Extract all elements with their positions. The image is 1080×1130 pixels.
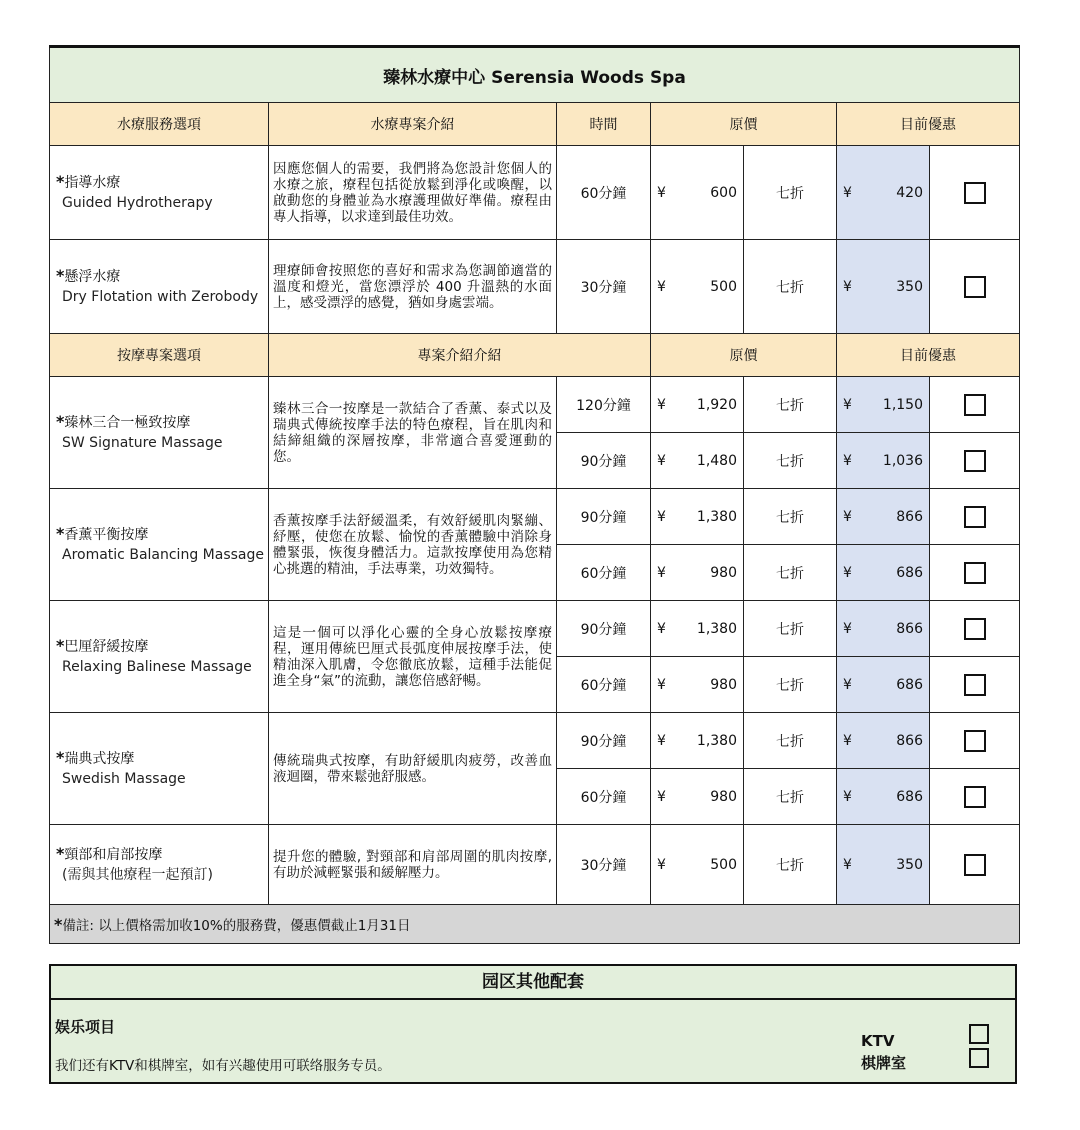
currency-symbol: ¥	[657, 278, 666, 295]
duration: 120分鐘	[557, 377, 651, 433]
table-row	[50, 825, 1020, 905]
sale-price-value: 350	[896, 856, 923, 873]
service-name-en: Aromatic Balancing Massage	[62, 547, 264, 563]
original-price-value: 980	[710, 676, 737, 693]
service-name	[50, 825, 269, 905]
currency-symbol: ¥	[843, 452, 852, 469]
service-name-en: Guided Hydrotherapy	[62, 195, 213, 211]
select-cell	[930, 146, 1020, 240]
currency-symbol: ¥	[843, 676, 852, 693]
extras-text: 我们还有KTV和棋牌室，如有兴趣使用可联络服务专员。	[55, 1058, 391, 1074]
original-price	[651, 433, 744, 489]
extras-panel	[49, 964, 1017, 1084]
select-checkbox[interactable]	[964, 854, 986, 876]
duration: 30分鐘	[557, 825, 651, 905]
original-price	[651, 240, 744, 334]
sale-price-value: 866	[896, 732, 923, 749]
select-cell	[930, 545, 1020, 601]
star-mark: *	[56, 636, 65, 655]
sale-price-value: 420	[896, 184, 923, 201]
original-price-value: 500	[710, 856, 737, 873]
currency-symbol: ¥	[843, 396, 852, 413]
service-name-en: SW Signature Massage	[62, 435, 223, 451]
original-price	[651, 713, 744, 769]
service-name-zh: 頸部和肩部按摩	[64, 847, 163, 863]
currency-symbol: ¥	[843, 732, 852, 749]
page-title: 臻林水療中心 Serensia Woods Spa	[50, 47, 1020, 103]
service-name	[50, 240, 269, 334]
original-price	[651, 377, 744, 433]
select-cell	[930, 489, 1020, 545]
star-mark: *	[54, 915, 63, 934]
section2-header-row	[50, 334, 1020, 377]
original-price	[651, 489, 744, 545]
select-checkbox[interactable]	[964, 182, 986, 204]
currency-symbol: ¥	[843, 278, 852, 295]
original-price-value: 600	[710, 184, 737, 201]
select-cell	[930, 240, 1020, 334]
duration: 60分鐘	[557, 146, 651, 240]
service-name	[50, 146, 269, 240]
original-price-value: 1,920	[696, 396, 737, 413]
mahjong-room-checkbox[interactable]	[969, 1048, 989, 1068]
service-description: 因應您個人的需要，我們將為您設計您個人的水療之旅，療程包括從放鬆到淨化或喚醒，以啟動您的身體並為水療護理做好準備。療程由專人指導，以求達到最佳功效。	[269, 146, 557, 240]
table-row	[50, 489, 1020, 545]
currency-symbol: ¥	[657, 184, 666, 201]
star-mark: *	[56, 844, 65, 863]
original-price-value: 1,380	[696, 620, 737, 637]
currency-symbol: ¥	[843, 184, 852, 201]
discount-rate: 七折	[744, 545, 837, 601]
table-row	[50, 377, 1020, 433]
duration: 90分鐘	[557, 489, 651, 545]
service-name-zh: 臻林三合一極致按摩	[64, 415, 191, 431]
select-checkbox[interactable]	[964, 276, 986, 298]
section1-header-3: 原價	[651, 103, 837, 146]
discount-rate: 七折	[744, 769, 837, 825]
currency-symbol: ¥	[843, 508, 852, 525]
service-name-zh: 香薰平衡按摩	[64, 527, 149, 543]
service-name-zh: 巴厘舒緩按摩	[64, 639, 149, 655]
select-checkbox[interactable]	[964, 730, 986, 752]
sale-price	[837, 825, 930, 905]
service-name-zh: 瑞典式按摩	[64, 751, 135, 767]
section2-header-0: 按摩專案選項	[50, 334, 269, 377]
currency-symbol: ¥	[843, 788, 852, 805]
extras-option-ktv: KTV	[861, 1032, 895, 1050]
select-cell	[930, 769, 1020, 825]
duration: 60分鐘	[557, 769, 651, 825]
service-name-en: Dry Flotation with Zerobody	[62, 289, 259, 305]
section1-header-0: 水療服務選項	[50, 103, 269, 146]
original-price	[651, 657, 744, 713]
star-mark: *	[56, 266, 65, 285]
star-mark: *	[56, 172, 65, 191]
discount-rate: 七折	[744, 601, 837, 657]
select-cell	[930, 601, 1020, 657]
duration: 90分鐘	[557, 601, 651, 657]
original-price-value: 1,480	[696, 452, 737, 469]
original-price	[651, 769, 744, 825]
service-name-zh: 懸浮水療	[64, 269, 121, 285]
sale-price	[837, 377, 930, 433]
discount-rate: 七折	[744, 825, 837, 905]
currency-symbol: ¥	[843, 564, 852, 581]
extras-option-mahjong-room: 棋牌室	[861, 1054, 907, 1072]
section2-header-1: 專案介紹介紹	[269, 334, 651, 377]
select-checkbox[interactable]	[964, 506, 986, 528]
select-cell	[930, 713, 1020, 769]
sale-price	[837, 489, 930, 545]
currency-symbol: ¥	[657, 676, 666, 693]
original-price-value: 1,380	[696, 508, 737, 525]
original-price-value: 1,380	[696, 732, 737, 749]
currency-symbol: ¥	[657, 620, 666, 637]
select-checkbox[interactable]	[964, 618, 986, 640]
currency-symbol: ¥	[657, 564, 666, 581]
star-mark: *	[56, 412, 65, 431]
sale-price	[837, 601, 930, 657]
service-name-zh: 指導水療	[64, 175, 121, 191]
sale-price-value: 686	[896, 788, 923, 805]
original-price-value: 980	[710, 788, 737, 805]
select-cell	[930, 377, 1020, 433]
original-price-value: 980	[710, 564, 737, 581]
service-description: 這是一個可以淨化心靈的全身心放鬆按摩療程，運用傳統巴厘式長弧度伸展按摩手法，使精油深入肌膚，令您徹底放鬆，這種手法能促進全身“氣”的流動，讓您倍感舒暢。	[269, 601, 557, 713]
currency-symbol: ¥	[657, 788, 666, 805]
sale-price-value: 866	[896, 620, 923, 637]
sale-price	[837, 240, 930, 334]
sale-price-value: 686	[896, 676, 923, 693]
table-row	[50, 601, 1020, 657]
service-name	[50, 713, 269, 825]
original-price	[651, 601, 744, 657]
extras-title: 园区其他配套	[51, 966, 1015, 1000]
currency-symbol: ¥	[657, 452, 666, 469]
select-cell	[930, 825, 1020, 905]
ktv-checkbox[interactable]	[969, 1024, 989, 1044]
spa-price-table	[49, 45, 1020, 944]
service-name	[50, 377, 269, 489]
discount-rate: 七折	[744, 377, 837, 433]
original-price	[651, 146, 744, 240]
currency-symbol: ¥	[657, 396, 666, 413]
currency-symbol: ¥	[843, 620, 852, 637]
table-row	[50, 146, 1020, 240]
sale-price	[837, 433, 930, 489]
extras-heading: 娱乐项目	[55, 1018, 116, 1036]
discount-rate: 七折	[744, 657, 837, 713]
original-price-value: 500	[710, 278, 737, 295]
duration: 90分鐘	[557, 713, 651, 769]
section1-header-1: 水療專案介紹	[269, 103, 557, 146]
discount-rate: 七折	[744, 433, 837, 489]
duration: 30分鐘	[557, 240, 651, 334]
section2-header-2: 原價	[651, 334, 837, 377]
sale-price-value: 686	[896, 564, 923, 581]
sale-price	[837, 146, 930, 240]
service-description: 理療師會按照您的喜好和需求為您調節適當的溫度和燈光，當您漂浮於 400 升溫熱的水面上，感受漂浮的感覺，猶如身處雲端。	[269, 240, 557, 334]
discount-rate: 七折	[744, 489, 837, 545]
sale-price	[837, 545, 930, 601]
discount-rate: 七折	[744, 713, 837, 769]
section1-header-row	[50, 103, 1020, 146]
sale-price	[837, 657, 930, 713]
sale-price	[837, 713, 930, 769]
star-mark: *	[56, 748, 65, 767]
currency-symbol: ¥	[657, 732, 666, 749]
section1-header-4: 目前優惠	[837, 103, 1020, 146]
table-row	[50, 713, 1020, 769]
service-name	[50, 489, 269, 601]
duration: 90分鐘	[557, 433, 651, 489]
select-checkbox[interactable]	[964, 450, 986, 472]
original-price	[651, 825, 744, 905]
sale-price	[837, 769, 930, 825]
sale-price-value: 1,150	[882, 396, 923, 413]
service-name-en: Relaxing Balinese Massage	[62, 659, 252, 675]
sale-price-value: 350	[896, 278, 923, 295]
currency-symbol: ¥	[657, 856, 666, 873]
discount-rate: 七折	[744, 240, 837, 334]
select-checkbox[interactable]	[964, 394, 986, 416]
select-cell	[930, 657, 1020, 713]
service-name-en: Swedish Massage	[62, 771, 186, 787]
section1-header-2: 時間	[557, 103, 651, 146]
service-name-en: (需與其他療程一起預訂)	[62, 867, 213, 883]
select-checkbox[interactable]	[964, 562, 986, 584]
note-text: 備註: 以上價格需加收10%的服務費，優惠價截止1月31日	[62, 918, 411, 934]
sale-price-value: 1,036	[882, 452, 923, 469]
original-price	[651, 545, 744, 601]
discount-rate: 七折	[744, 146, 837, 240]
duration: 60分鐘	[557, 657, 651, 713]
currency-symbol: ¥	[843, 856, 852, 873]
table-row	[50, 240, 1020, 334]
note-row	[50, 905, 1020, 944]
note	[50, 905, 1020, 944]
select-cell	[930, 433, 1020, 489]
service-name	[50, 601, 269, 713]
currency-symbol: ¥	[657, 508, 666, 525]
select-checkbox[interactable]	[964, 674, 986, 696]
section2-header-3: 目前優惠	[837, 334, 1020, 377]
service-description: 傳統瑞典式按摩，有助舒緩肌肉疲勞，改善血液迴圈，帶來鬆弛舒服感。	[269, 713, 557, 825]
service-description: 臻林三合一按摩是一款結合了香薰、泰式以及瑞典式傳統按摩手法的特色療程，旨在肌肉和結締組織的深層按摩，非常適合喜愛運動的您。	[269, 377, 557, 489]
select-checkbox[interactable]	[964, 786, 986, 808]
sale-price-value: 866	[896, 508, 923, 525]
service-description: 提升您的體驗, 對頸部和肩部周圍的肌肉按摩, 有助於減輕緊張和緩解壓力。	[269, 825, 557, 905]
duration: 60分鐘	[557, 545, 651, 601]
star-mark: *	[56, 524, 65, 543]
service-description: 香薰按摩手法舒緩溫柔，有效舒緩肌肉緊繃、紓壓，使您在放鬆、愉悅的香薰體驗中消除身體緊張，恢復身體活力。這款按摩使用為您精心挑選的精油，手法專業，功效獨特。	[269, 489, 557, 601]
